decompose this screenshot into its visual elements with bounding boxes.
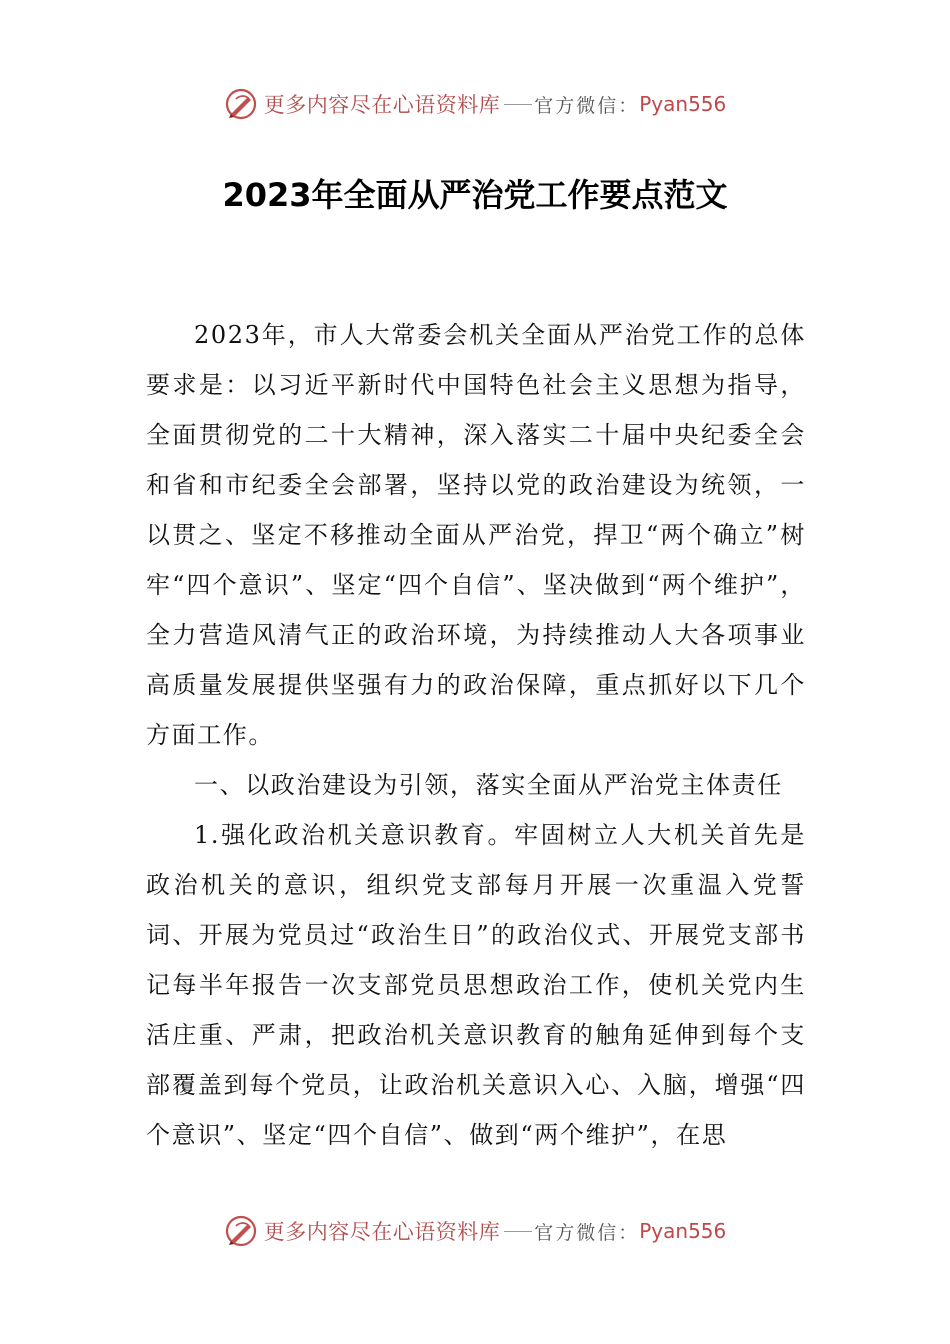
banner-promo-text: 更多内容尽在心语资料库: [263, 93, 501, 117]
banner-contact-id: Pyan556: [639, 1219, 727, 1243]
document-body: [146, 310, 806, 1160]
banner-divider: [504, 104, 532, 105]
pen-logo-icon: [224, 87, 258, 121]
banner-contact-label: 官方微信：: [534, 94, 640, 117]
header-banner: [0, 84, 950, 124]
document-title: 2023年全面从严治党工作要点范文: [222, 176, 728, 214]
banner-contact-label: 官方微信：: [534, 1221, 640, 1244]
paragraph-item-1: 1.强化政治机关意识教育。牢固树立人大机关首先是政治机关的意识，组织党支部每月开展一次重温入党誓词、开展为党员过“政治生日”的政治仪式、开展党支部书记每半年报告一次支部党员思想政治工作，使机关党内生活庄重、严肃，把政治机关意识教育的触角延伸到每个支部覆盖到每个党员，让政治机关意识入心、入脑，增强“四个意识”、坚定“四个自信”、做到“两个维护”，在思: [146, 821, 806, 1149]
section-heading: 一、以政治建设为引领，落实全面从严治党主体责任: [194, 771, 783, 799]
pen-logo-icon: [224, 1214, 258, 1248]
banner-promo-text: 更多内容尽在心语资料库: [263, 1220, 501, 1244]
banner-contact-id: Pyan556: [639, 92, 727, 116]
paragraph-intro: 2023年，市人大常委会机关全面从严治党工作的总体要求是：以习近平新时代中国特色社会主义思想为指导，全面贯彻党的二十大精神，深入落实二十届中央纪委全会和省和市纪委全会部署，坚持以党的政治建设为统领，一以贯之、坚定不移推动全面从严治党，捍卫“两个确立”树牢“四个意识”、坚定“四个自信”、坚决做到“两个维护”，全力营造风清气正的政治环境，为持续推动人大各项事业高质量发展提供坚强有力的政治保障，重点抓好以下几个方面工作。: [146, 321, 806, 749]
footer-banner: [0, 1211, 950, 1251]
banner-divider: [504, 1231, 532, 1232]
